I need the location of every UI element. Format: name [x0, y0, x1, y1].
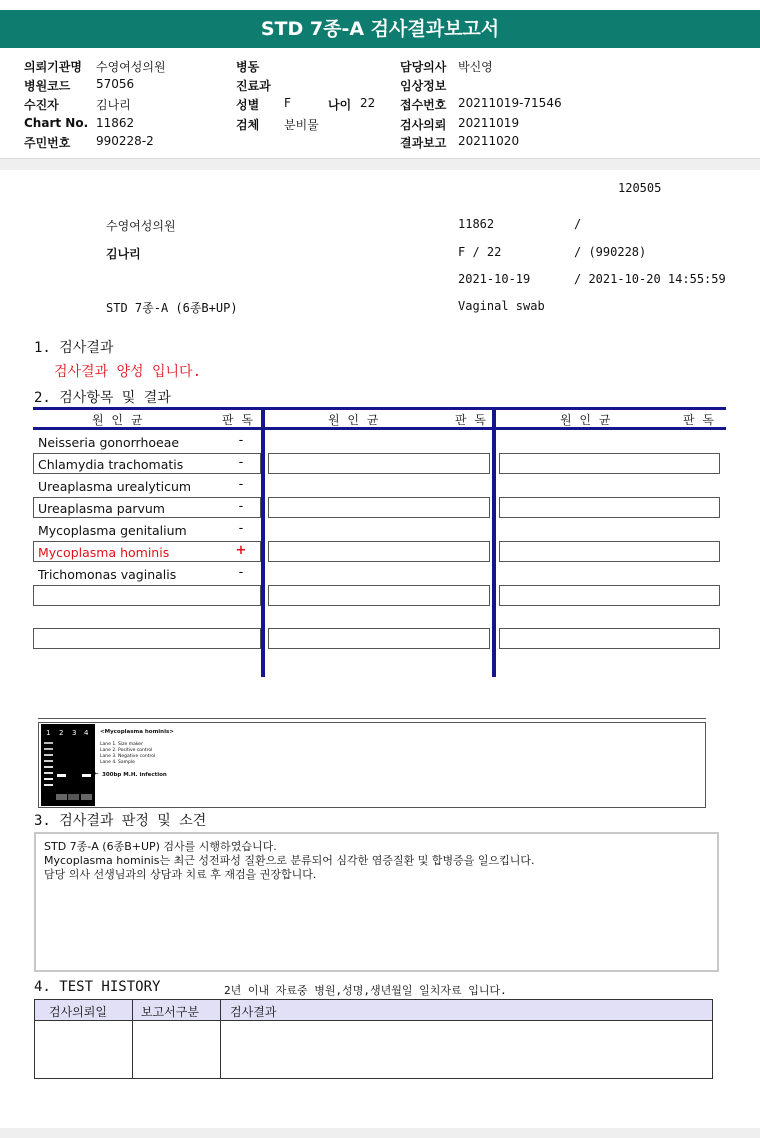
section3-title: 3. 검사결과 판정 및 소견 — [34, 813, 207, 829]
organism-result: - — [238, 455, 244, 470]
row-box — [268, 497, 490, 518]
history-col-report-type: 보고서구분 — [141, 1005, 199, 1019]
row-box — [499, 497, 720, 518]
history-col-request-date: 검사의뢰일 — [49, 1005, 107, 1019]
row-box — [33, 585, 261, 606]
history-divider — [132, 1000, 133, 1078]
label-resident-no: 주민번호 — [24, 136, 71, 150]
row-box — [268, 541, 490, 562]
report-code: 120505 — [618, 181, 662, 195]
report-title: STD 7종-A 검사결과보고서 — [0, 10, 760, 48]
label-chart-no: Chart No. — [24, 116, 89, 130]
info-dob: / (990228) — [574, 245, 647, 259]
row-box — [268, 585, 490, 606]
label-report-date: 결과보고 — [400, 136, 447, 150]
value-resident-no: 990228-2 — [96, 134, 154, 148]
gel-lane-number: 4 — [84, 729, 89, 737]
organism-name: Chlamydia trachomatis — [38, 457, 184, 472]
gel-legend-3: Lane 3. Negative control — [100, 754, 156, 759]
label-specimen: 검체 — [236, 118, 260, 132]
value-hospital-code: 57056 — [96, 77, 135, 91]
value-receipt-no: 20211019-71546 — [458, 96, 562, 110]
value-age: 22 — [360, 96, 376, 110]
value-doctor: 박신영 — [458, 60, 493, 74]
col-organism-3: 원 인 균 — [560, 413, 613, 427]
row-box — [499, 628, 720, 649]
label-hospital-code: 병원코드 — [24, 79, 71, 93]
comment-box — [34, 832, 719, 972]
info-clinic: 수영여성의원 — [106, 219, 176, 233]
table-divider-1 — [261, 407, 265, 677]
label-request-date: 검사의뢰 — [400, 118, 447, 132]
organism-name-positive: Mycoplasma hominis — [38, 545, 170, 560]
info-request-date: 2021-10-19 — [458, 272, 531, 286]
organism-name: Ureaplasma urealyticum — [38, 479, 192, 494]
gel-band-label: 300bp M.H. infection — [102, 772, 167, 778]
history-divider — [220, 1000, 221, 1078]
value-request-date: 20211019 — [458, 116, 520, 130]
comment-line: STD 7종-A (6종B+UP) 검사를 시행하였습니다. — [44, 840, 277, 853]
organism-name: Mycoplasma genitalium — [38, 523, 187, 538]
history-col-result: 검사결과 — [230, 1005, 277, 1019]
col-organism-2: 원 인 균 — [328, 413, 381, 427]
section4-note: 2년 이내 자료중 병원,성명,생년월일 일치자료 입니다. — [224, 984, 507, 997]
info-sex-age: F / 22 — [458, 245, 502, 259]
label-sex: 성별 — [236, 98, 260, 112]
value-patient: 김나리 — [96, 98, 131, 112]
gel-legend-4: Lane 4. Sample — [100, 760, 135, 765]
organism-result: - — [238, 521, 244, 536]
gel-legend-2: Lane 2. Positive control — [100, 748, 153, 753]
gel-title: <Mycoplasma hominis> — [100, 729, 174, 735]
info-slash: / — [574, 217, 582, 231]
organism-name: Neisseria gonorrhoeae — [38, 435, 180, 450]
info-name: 김나리 — [106, 247, 141, 261]
organism-result-positive: + — [235, 543, 247, 558]
organism-name: Ureaplasma parvum — [38, 501, 165, 516]
col-organism-1: 원 인 균 — [92, 413, 145, 427]
gel-bands — [41, 724, 95, 806]
organism-name: Trichomonas vaginalis — [38, 567, 177, 582]
label-requesting-org: 의뢰기관명 — [24, 60, 82, 74]
info-report-datetime: / 2021-10-20 14:55:59 — [574, 272, 726, 286]
label-patient: 수진자 — [24, 98, 59, 112]
gel-arrow-icon: ← — [94, 771, 99, 777]
row-box — [499, 453, 720, 474]
value-chart-no: 11862 — [96, 116, 135, 130]
row-box — [33, 628, 261, 649]
organism-result: - — [238, 499, 244, 514]
label-doctor: 담당의사 — [400, 60, 447, 74]
row-box — [499, 585, 720, 606]
section2-title: 2. 검사항목 및 결과 — [34, 390, 171, 406]
label-clinical-info: 임상정보 — [400, 79, 447, 93]
section1-result: 검사결과 양성 입니다. — [54, 364, 202, 380]
row-box — [499, 541, 720, 562]
gel-legend-1: Lane 1. Size maker — [100, 742, 143, 747]
gel-lane-number: 1 — [46, 729, 51, 737]
table-top-rule — [33, 407, 726, 410]
history-table — [34, 999, 713, 1079]
footer-band — [0, 1128, 760, 1138]
comment-line: 담당 의사 선생님과의 상담과 치료 후 재검을 권장합니다. — [44, 868, 317, 881]
organism-result: - — [238, 433, 244, 448]
header-divider — [0, 158, 760, 170]
organism-result: - — [238, 565, 244, 580]
col-result-3: 판 독 — [683, 413, 716, 427]
value-sex: F — [284, 96, 291, 110]
label-receipt-no: 접수번호 — [400, 98, 447, 112]
section1-title: 1. 검사결과 — [34, 340, 114, 356]
label-department: 진료과 — [236, 79, 271, 93]
info-specimen: Vaginal swab — [458, 299, 545, 313]
value-report-date: 20211020 — [458, 134, 520, 148]
comment-line: Mycoplasma hominis는 최근 성전파성 질환으로 분류되어 심각한 염증질환 및 합병증을 일으킵니다. — [44, 854, 535, 867]
organism-result: - — [238, 477, 244, 492]
gel-lane-number: 2 — [59, 729, 64, 737]
row-box — [268, 453, 490, 474]
col-result-2: 판 독 — [455, 413, 488, 427]
row-box — [268, 628, 490, 649]
info-test-name: STD 7종-A (6종B+UP) — [106, 301, 238, 315]
history-header — [35, 1000, 712, 1021]
col-result-1: 판 독 — [222, 413, 255, 427]
label-age: 나이 — [328, 98, 352, 112]
label-ward: 병동 — [236, 60, 260, 74]
info-chart: 11862 — [458, 217, 495, 231]
table-divider-2 — [492, 407, 496, 677]
value-requesting-org: 수영여성의원 — [96, 60, 166, 74]
gel-top-rule — [38, 718, 706, 719]
section4-title: 4. TEST HISTORY — [34, 979, 161, 995]
value-specimen: 분비물 — [284, 118, 319, 132]
gel-image — [41, 724, 95, 806]
gel-lane-number: 3 — [72, 729, 77, 737]
